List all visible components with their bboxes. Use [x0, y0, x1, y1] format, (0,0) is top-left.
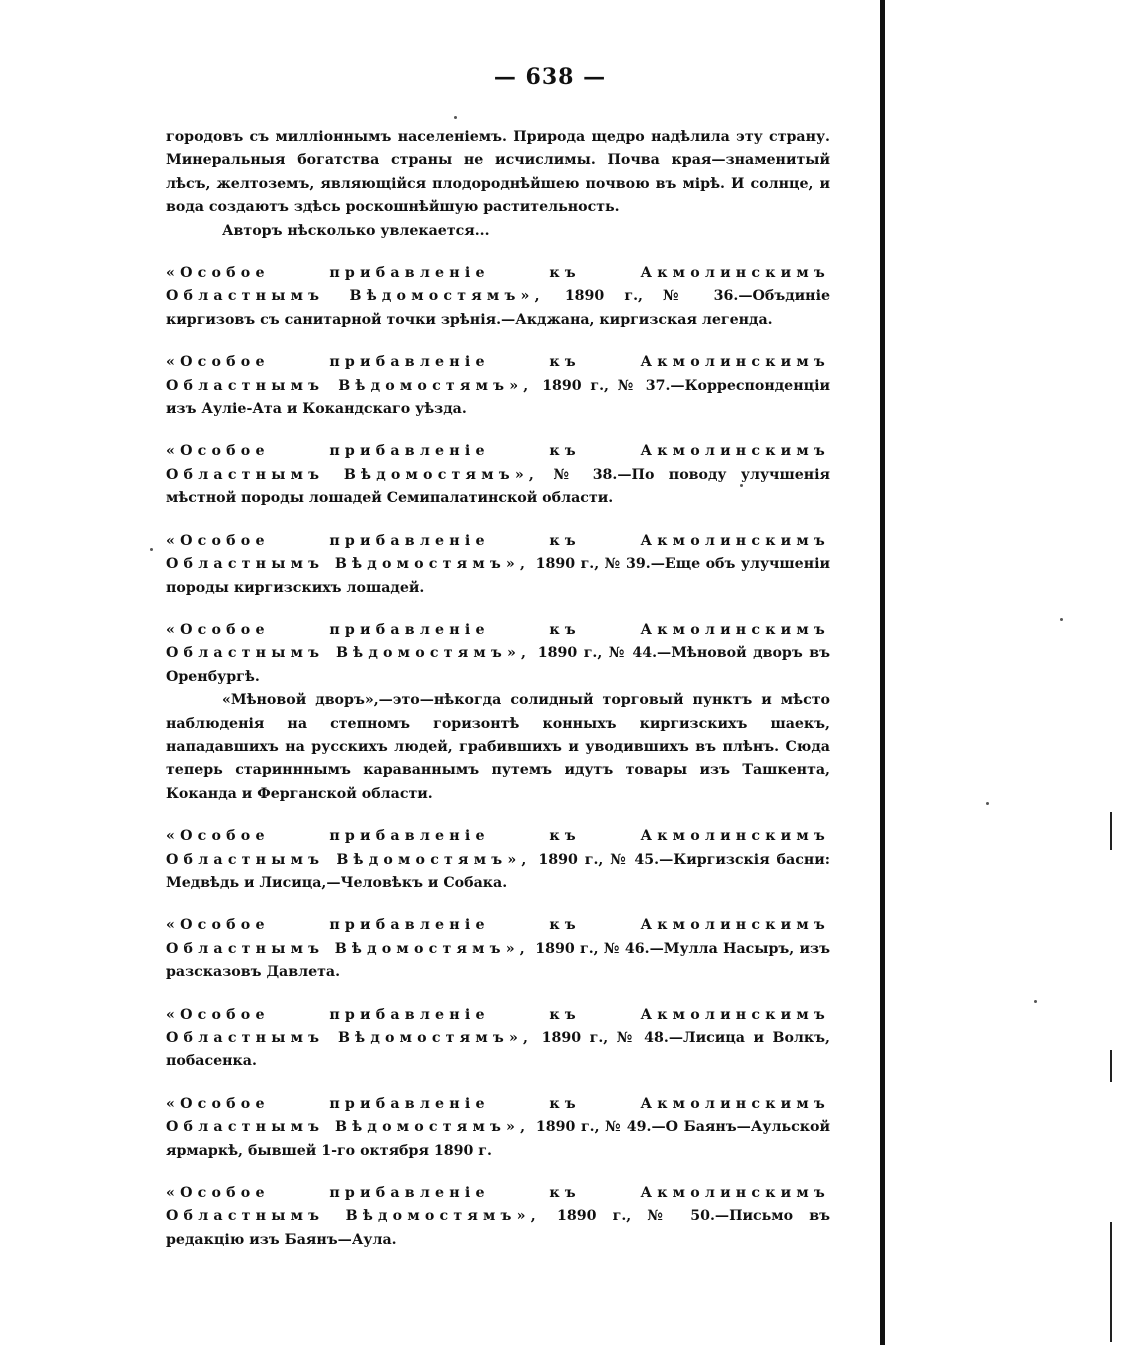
entry-text: 1890 г., № 36.—Объдиніе киргизовъ съ санитарной точки зрѣнія.—Акджана, киргизская легенда. [166, 288, 830, 328]
entry-text: 1890 г., № 50.—Письмо въ редакцію изъ Баянъ—Аула. [166, 1208, 830, 1248]
bibliography-entry-45 [166, 825, 830, 895]
binding-gutter-line [880, 0, 885, 1345]
entry-title: «Особое прибавленіе къ Акмолинскимъ Областнымъ Вѣдомостямъ», [166, 1095, 830, 1136]
bibliography-entry-38 [166, 440, 830, 510]
bibliography-entry-39 [166, 530, 830, 600]
scan-speck [454, 116, 457, 119]
entry-title: «Особое прибавленіе къ Акмолинскимъ Областнымъ Вѣдомостямъ», [166, 1006, 830, 1046]
scan-speck [986, 802, 989, 805]
scan-speck [1034, 1000, 1037, 1003]
scan-speck [1060, 618, 1063, 621]
entry-title: «Особое прибавленіе къ Акмолинскимъ Областнымъ Вѣдомостямъ», [166, 828, 830, 868]
bibliography-entry-50 [166, 1182, 830, 1252]
entry-text: 1890 г., № 49.—О Баянъ—Аульской ярмаркѣ, бывшей 1-го октября 1890 г. [166, 1119, 830, 1159]
entry-title: «Особое прибавленіе къ Акмолинскимъ Областнымъ Вѣдомостямъ», [166, 621, 830, 662]
entry-text: 1890 г., № 46.—Мулла Насыръ, изъ разсказовъ Давлета. [166, 940, 830, 981]
bibliography-entry-46 [166, 914, 830, 984]
scan-speck [150, 548, 153, 551]
bibliography-entry-44 [166, 619, 830, 689]
edge-mark [1110, 1222, 1112, 1342]
scan-speck [740, 484, 743, 487]
entry-note: «Мѣновой дворъ»,—это—нѣкогда солидный торговый пунктъ и мѣсто наблюденія на степномъ горизонтѣ конныхъ киргизскихъ шаекъ, нападавшихъ на русскихъ людей, грабившихъ и уводившихъ въ плѣнъ. Сюда теперь старинннымъ караваннымъ путемъ идутъ товары изъ Ташкента, Коканда и Ферганской области. [166, 692, 830, 802]
bibliography-entry-37 [166, 351, 830, 421]
bibliography-entry-49 [166, 1093, 830, 1163]
entry-text: 1890 г., № 48.—Лисица и Волкъ, побасенка. [166, 1030, 830, 1070]
entry-title: «Особое прибавленіе къ Акмолинскимъ Областнымъ Вѣдомостямъ», [166, 532, 830, 573]
entry-text: № 38.—По поводу улучшенія мѣстной породы лошадей Семипалатинской области. [166, 466, 830, 507]
text-column [166, 126, 830, 1252]
entry-title: «Особое прибавленіе къ Акмолинскимъ Областнымъ Вѣдомостямъ», [166, 1185, 830, 1225]
intro-remark: Авторъ нѣсколько увлекается... [222, 222, 490, 239]
entry-title: «Особое прибавленіе къ Акмолинскимъ Областнымъ Вѣдомостямъ», [166, 443, 830, 483]
entry-text: 1890 г., № 37.—Корреспонденціи изъ Ауліе-Ата и Кокандскаго уѣзда. [166, 377, 830, 418]
entry-text: 1890 г., № 39.—Еще объ улучшеніи породы киргизскихъ лошадей. [166, 556, 830, 596]
intro-paragraph: городовъ съ милліоннымъ населеніемъ. Природа щедро надѣлила эту страну. Минеральныя богатства страны не исчислимы. Почва края—знаменитый лѣсъ, желтоземъ, являющійся плодороднѣйшею почвою въ мірѣ. И солнце, и вода создаютъ здѣсь роскошнѣйшую растительность. [166, 129, 830, 216]
edge-mark [1110, 812, 1112, 850]
bibliography-entry-36 [166, 262, 830, 332]
entry-text: 1890 г., № 44.—Мѣновой дворъ въ Оренбургѣ. [166, 645, 830, 685]
entry-title: «Особое прибавленіе къ Акмолинскимъ Областнымъ Вѣдомостямъ», [166, 354, 830, 394]
page-number: — 638 — [493, 64, 607, 90]
entry-text: 1890 г., № 45.—Киргизскія басни: Медвѣдь и Лисица,—Человѣкъ и Собака. [166, 851, 830, 891]
edge-mark [1110, 1050, 1112, 1082]
entry-title: «Особое прибавленіе къ Акмолинскимъ Областнымъ Вѣдомостямъ», [166, 917, 830, 957]
bibliography-entry-48 [166, 1004, 830, 1074]
entry-title: «Особое прибавленіе къ Акмолинскимъ Областнымъ Вѣдомостямъ», [166, 265, 830, 305]
